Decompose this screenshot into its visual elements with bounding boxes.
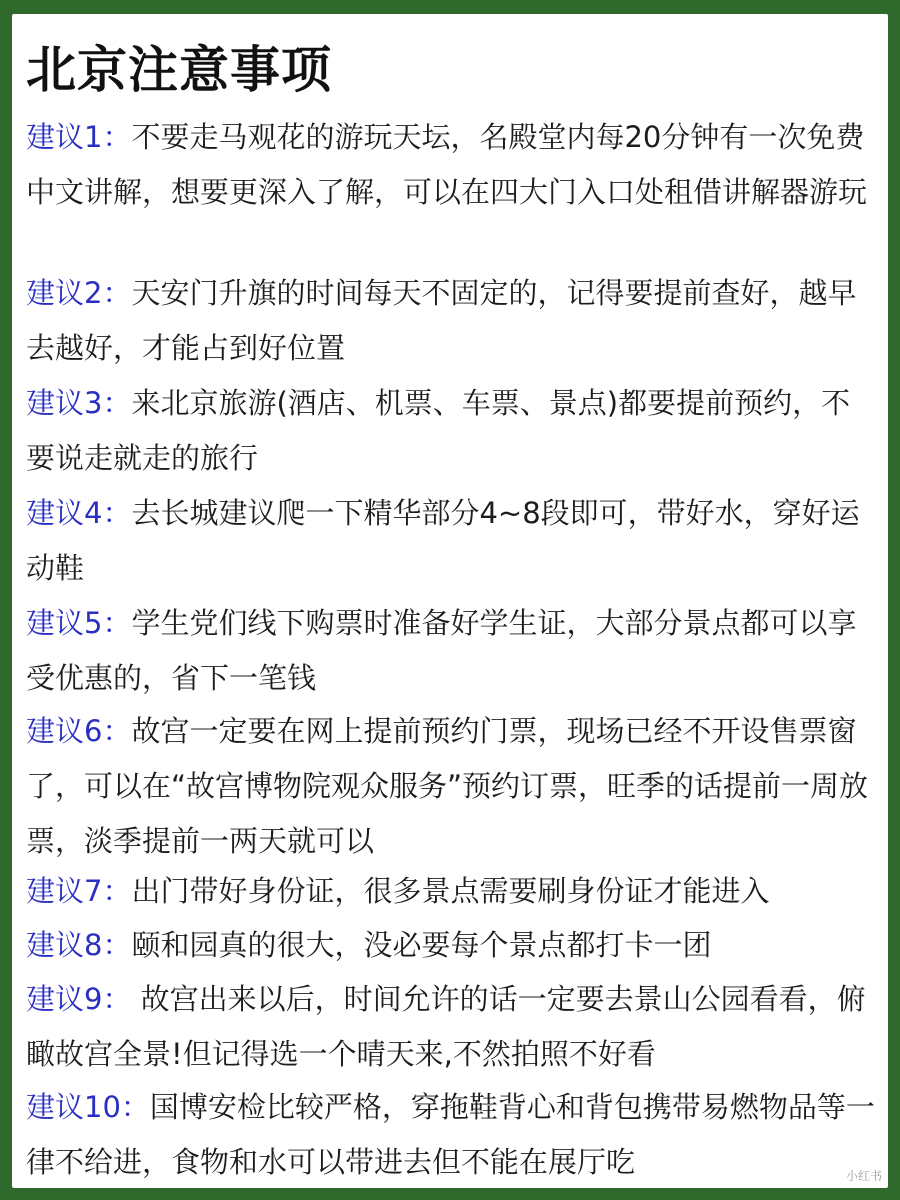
watermark: 小红书 — [845, 1169, 882, 1183]
tip-item-5 — [26, 596, 878, 706]
tip-item-7 — [26, 864, 878, 919]
tip-item-8 — [26, 918, 878, 973]
tip-label: 建议3： — [26, 386, 132, 420]
tip-text: 来北京旅游(酒店、机票、车票、景点)都要提前预约，不要说走就走的旅行 — [26, 386, 851, 475]
tip-label: 建议9： — [26, 982, 132, 1016]
tip-text: 学生党们线下购票时准备好学生证，大部分景点都可以享受优惠的，省下一笔钱 — [26, 606, 857, 695]
tip-item-3 — [26, 376, 878, 486]
page-title: 北京注意事项 — [26, 41, 332, 99]
tip-label: 建议6： — [26, 714, 132, 748]
tip-text: 去长城建议爬一下精华部分4~8段即可，带好水，穿好运动鞋 — [26, 496, 860, 585]
tip-item-2 — [26, 266, 878, 376]
tip-item-1 — [26, 110, 878, 220]
tip-text: 天安门升旗的时间每天不固定的，记得要提前查好，越早去越好，才能占到好位置 — [26, 276, 857, 365]
tip-text: 颐和园真的很大，没必要每个景点都打卡一团 — [131, 928, 712, 962]
tip-label: 建议7： — [26, 874, 132, 908]
tip-label: 建议8： — [26, 928, 132, 962]
tip-item-6 — [26, 704, 878, 869]
tip-label: 建议5： — [26, 606, 132, 640]
tip-text: 出门带好身份证，很多景点需要刷身份证才能进入 — [131, 874, 770, 908]
tip-text: 不要走马观花的游玩天坛，名殿堂内每20分钟有一次免费中文讲解，想要更深入了解，可以在四大门入口处租借讲解器游玩 — [26, 120, 868, 209]
tip-item-4 — [26, 486, 878, 596]
note-card — [12, 14, 888, 1188]
tip-text: 故宫出来以后，时间允许的话一定要去景山公园看看，俯瞰故宫全景!但记得选一个晴天来,不然拍照不好看 — [26, 982, 866, 1071]
tip-label: 建议10： — [26, 1090, 150, 1124]
tip-text: 故宫一定要在网上提前预约门票，现场已经不开设售票窗了，可以在“故宫博物院观众服务”预约订票，旺季的话提前一周放票，淡季提前一两天就可以 — [26, 714, 869, 858]
tip-label: 建议1： — [26, 120, 132, 154]
tip-text: 国博安检比较严格，穿拖鞋背心和背包携带易燃物品等一律不给进，食物和水可以带进去但不能在展厅吃 — [26, 1090, 875, 1179]
tip-item-10 — [26, 1080, 878, 1188]
tip-label: 建议2： — [26, 276, 132, 310]
tip-label: 建议4： — [26, 496, 132, 530]
tip-item-9 — [26, 972, 878, 1082]
